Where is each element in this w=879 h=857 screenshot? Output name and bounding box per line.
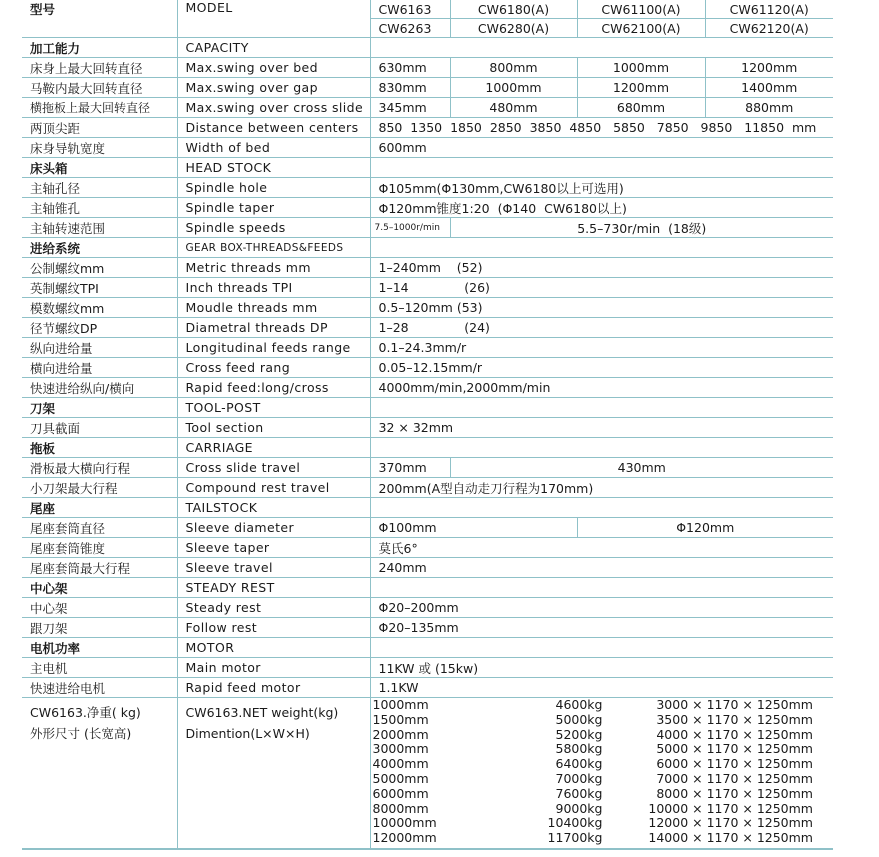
spec-label-cn: 刀具截面 — [22, 418, 177, 438]
spec-label-cn: 横拖板上最大回转直径 — [22, 98, 177, 118]
weight-length: 4000mm — [372, 756, 429, 772]
model-label-en: MODEL — [177, 0, 370, 38]
model-cell: CW62120(A) — [705, 19, 833, 38]
spec-value: Φ105mm(Φ130mm,CW6180以上可选用) — [370, 178, 833, 198]
spec-label-en: Rapid feed motor — [177, 678, 370, 698]
spec-label-en: Max.swing over gap — [177, 78, 370, 98]
spec-row — [22, 318, 833, 338]
model-cell: CW6163 — [370, 0, 450, 19]
weight-dims: 10000 × 1170 × 1250mm — [648, 800, 813, 816]
spec-value: 1–14 (26) — [370, 278, 833, 298]
weight-value: 6400kg — [555, 756, 603, 772]
weight-value: 5800kg — [555, 741, 603, 757]
section-title-cn: 中心架 — [22, 578, 177, 598]
spec-label-en: Distance between centers — [177, 118, 370, 138]
section-title-en: GEAR BOX-THREADS&FEEDS — [177, 238, 370, 258]
weight-length: 10000mm — [372, 815, 437, 831]
weights-list — [370, 698, 833, 849]
weight-dims: 5000 × 1170 × 1250mm — [656, 741, 813, 757]
section-title-en: TAILSTOCK — [177, 498, 370, 518]
spec-value: 0.1–24.3mm/r — [370, 338, 833, 358]
spec-row — [22, 58, 833, 78]
spec-value: Φ120mm — [577, 518, 833, 538]
spec-value: 850 1350 1850 2850 3850 4850 5850 7850 9850 11850 mm — [370, 118, 833, 138]
weights-label-en — [177, 698, 370, 849]
spec-label-en: Max.swing over bed — [177, 58, 370, 78]
weight-length: 2000mm — [372, 726, 429, 742]
spec-row — [22, 458, 833, 478]
spec-label-cn: 尾座套筒直径 — [22, 518, 177, 538]
spec-row — [22, 278, 833, 298]
spec-value: 0.05–12.15mm/r — [370, 358, 833, 378]
weight-value: 4600kg — [555, 697, 603, 712]
section-row — [22, 158, 833, 178]
section-title-cn: 拖板 — [22, 438, 177, 458]
spec-label-cn: 尾座套筒锥度 — [22, 538, 177, 558]
spec-label-cn: 主轴锥孔 — [22, 198, 177, 218]
spec-row — [22, 618, 833, 638]
section-row — [22, 438, 833, 458]
spec-value: 680mm — [577, 98, 705, 118]
spec-label-cn: 两顶尖距 — [22, 118, 177, 138]
section-title-cn: 进给系统 — [22, 238, 177, 258]
spec-label-cn: 快速进给纵向/横向 — [22, 378, 177, 398]
spec-label-cn: 纵向进给量 — [22, 338, 177, 358]
spec-label-en: Sleeve diameter — [177, 518, 370, 538]
spec-row — [22, 138, 833, 158]
weight-length: 1500mm — [372, 711, 429, 727]
spec-label-en: Compound rest travel — [177, 478, 370, 498]
spec-row — [22, 418, 833, 438]
spec-label-cn: 滑板最大横向行程 — [22, 458, 177, 478]
model-row-1 — [22, 0, 833, 19]
spec-value: 32 × 32mm — [370, 418, 833, 438]
spec-label-en: Width of bed — [177, 138, 370, 158]
spec-value: 4000mm/min,2000mm/min — [370, 378, 833, 398]
section-title-en: TOOL-POST — [177, 398, 370, 418]
section-title-cn: 床头箱 — [22, 158, 177, 178]
weight-value: 10400kg — [547, 815, 603, 831]
spec-row — [22, 518, 833, 538]
spec-label-en: Rapid feed:long/cross — [177, 378, 370, 398]
spec-label-cn: 中心架 — [22, 598, 177, 618]
weight-dims: 4000 × 1170 × 1250mm — [656, 726, 813, 742]
weight-value: 7600kg — [555, 785, 603, 801]
spec-value: 莫氏6° — [370, 538, 833, 558]
spec-label-cn: 英制螺纹TPI — [22, 278, 177, 298]
spec-value: 1–28 (24) — [370, 318, 833, 338]
spec-label-en: Tool section — [177, 418, 370, 438]
model-cell: CW62100(A) — [577, 19, 705, 38]
spec-row — [22, 378, 833, 398]
spec-label-cn: 模数螺纹mm — [22, 298, 177, 318]
section-row — [22, 578, 833, 598]
weights-cn-line1: CW6163.净重( kg) — [30, 705, 141, 720]
weights-row — [22, 698, 833, 849]
section-title-cn: 电机功率 — [22, 638, 177, 658]
spec-value: 1400mm — [705, 78, 833, 98]
spec-label-cn: 径节螺纹DP — [22, 318, 177, 338]
weight-length: 1000mm — [372, 697, 429, 712]
section-row — [22, 498, 833, 518]
spec-value: 1200mm — [577, 78, 705, 98]
weight-value: 9000kg — [555, 800, 603, 816]
spec-value: 370mm — [370, 458, 450, 478]
weight-value: 7000kg — [555, 770, 603, 786]
weight-length: 5000mm — [372, 770, 429, 786]
spec-label-cn: 跟刀架 — [22, 618, 177, 638]
spec-label-cn: 主电机 — [22, 658, 177, 678]
weight-dims: 14000 × 1170 × 1250mm — [648, 830, 813, 846]
model-cell: CW61120(A) — [705, 0, 833, 19]
spec-value: Φ20–200mm — [370, 598, 833, 618]
spec-label-en: Longitudinal feeds range — [177, 338, 370, 358]
spec-label-en: Metric threads mm — [177, 258, 370, 278]
spec-sheet — [22, 0, 833, 850]
spec-row — [22, 658, 833, 678]
spec-value: Φ100mm — [370, 518, 577, 538]
spec-label-en: Diametral threads DP — [177, 318, 370, 338]
spec-row — [22, 118, 833, 138]
spec-row — [22, 98, 833, 118]
spec-label-cn: 快速进给电机 — [22, 678, 177, 698]
spec-value: 630mm — [370, 58, 450, 78]
spec-row — [22, 258, 833, 278]
weight-length: 12000mm — [372, 830, 437, 846]
spec-label-en: Sleeve taper — [177, 538, 370, 558]
spec-value: 430mm — [450, 458, 833, 478]
spec-label-en: Max.swing over cross slide — [177, 98, 370, 118]
spec-row — [22, 298, 833, 318]
spec-value: 600mm — [370, 138, 833, 158]
section-title-en: MOTOR — [177, 638, 370, 658]
weight-dims: 3000 × 1170 × 1250mm — [656, 697, 813, 712]
spec-row — [22, 218, 833, 238]
spec-row — [22, 78, 833, 98]
spec-label-en: Cross feed rang — [177, 358, 370, 378]
model-cell: CW6263 — [370, 19, 450, 38]
spec-row — [22, 478, 833, 498]
spec-value: 830mm — [370, 78, 450, 98]
weights-cn-line2: 外形尺寸 (长宽高) — [30, 726, 132, 741]
spec-label-en: Inch threads TPI — [177, 278, 370, 298]
spec-value: 200mm(A型自动走刀行程为170mm) — [370, 478, 833, 498]
section-title-cn: 加工能力 — [22, 38, 177, 58]
spec-value: 1000mm — [577, 58, 705, 78]
spec-row — [22, 358, 833, 378]
section-title-en: STEADY REST — [177, 578, 370, 598]
weight-length: 3000mm — [372, 741, 429, 757]
spec-row — [22, 598, 833, 618]
spec-value: 1–240mm (52) — [370, 258, 833, 278]
weight-value: 11700kg — [547, 830, 603, 846]
weight-dims: 6000 × 1170 × 1250mm — [656, 756, 813, 772]
spec-label-en: Follow rest — [177, 618, 370, 638]
section-row — [22, 638, 833, 658]
section-title-cn: 刀架 — [22, 398, 177, 418]
spec-label-en: Spindle hole — [177, 178, 370, 198]
weight-value: 5200kg — [555, 726, 603, 742]
spec-label-en: Main motor — [177, 658, 370, 678]
weight-dims: 8000 × 1170 × 1250mm — [656, 785, 813, 801]
spec-label-cn: 尾座套筒最大行程 — [22, 558, 177, 578]
spec-label-cn: 小刀架最大行程 — [22, 478, 177, 498]
section-row — [22, 238, 833, 258]
spec-label-en: Spindle speeds — [177, 218, 370, 238]
section-title-cn: 尾座 — [22, 498, 177, 518]
weight-value: 5000kg — [555, 711, 603, 727]
spec-value: 240mm — [370, 558, 833, 578]
section-title-en: HEAD STOCK — [177, 158, 370, 178]
spec-value: 1000mm — [450, 78, 577, 98]
spec-value: Φ120mm锥度1:20 (Φ140 CW6180以上) — [370, 198, 833, 218]
spec-label-en: Sleeve travel — [177, 558, 370, 578]
weight-length: 6000mm — [372, 785, 429, 801]
spec-value: 11KW 或 (15kw) — [370, 658, 833, 678]
spec-label-en: Steady rest — [177, 598, 370, 618]
spec-value: 880mm — [705, 98, 833, 118]
spec-value: 1.1KW — [370, 678, 833, 698]
spec-value: 5.5–730r/min (18级) — [450, 218, 833, 238]
spec-row — [22, 558, 833, 578]
weights-en-line1: CW6163.NET weight(kg) — [185, 705, 339, 720]
model-cell: CW61100(A) — [577, 0, 705, 19]
model-cell: CW6180(A) — [450, 0, 577, 19]
model-label-cn: 型号 — [22, 0, 177, 38]
weights-grid — [373, 698, 834, 846]
spec-label-cn: 公制螺纹mm — [22, 258, 177, 278]
spec-value: 0.5–120mm (53) — [370, 298, 833, 318]
spec-value: 800mm — [450, 58, 577, 78]
section-row — [22, 38, 833, 58]
spec-label-en: Cross slide travel — [177, 458, 370, 478]
spec-label-cn: 马鞍内最大回转直径 — [22, 78, 177, 98]
model-cell: CW6280(A) — [450, 19, 577, 38]
spec-value: 480mm — [450, 98, 577, 118]
spec-label-en: Spindle taper — [177, 198, 370, 218]
weight-dims: 3500 × 1170 × 1250mm — [656, 711, 813, 727]
spec-table — [22, 0, 833, 850]
spec-row — [22, 338, 833, 358]
spec-row — [22, 678, 833, 698]
weights-en-line2: Dimention(L×W×H) — [185, 726, 310, 741]
section-title-en: CAPACITY — [177, 38, 370, 58]
spec-label-cn: 主轴孔径 — [22, 178, 177, 198]
spec-label-cn: 床身上最大回转直径 — [22, 58, 177, 78]
spec-row — [22, 538, 833, 558]
weight-dims: 12000 × 1170 × 1250mm — [648, 815, 813, 831]
spec-label-cn: 主轴转速范围 — [22, 218, 177, 238]
weight-dims: 7000 × 1170 × 1250mm — [656, 770, 813, 786]
section-title-en: CARRIAGE — [177, 438, 370, 458]
spec-value: Φ20–135mm — [370, 618, 833, 638]
section-row — [22, 398, 833, 418]
spec-row — [22, 198, 833, 218]
weight-length: 8000mm — [372, 800, 429, 816]
weights-label-cn — [22, 698, 177, 849]
spec-row — [22, 178, 833, 198]
spec-label-en: Moudle threads mm — [177, 298, 370, 318]
spec-label-cn: 床身导轨宽度 — [22, 138, 177, 158]
spec-value: 345mm — [370, 98, 450, 118]
spec-value: 7.5–1000r/min — [370, 218, 450, 238]
spec-label-cn: 横向进给量 — [22, 358, 177, 378]
spec-value: 1200mm — [705, 58, 833, 78]
